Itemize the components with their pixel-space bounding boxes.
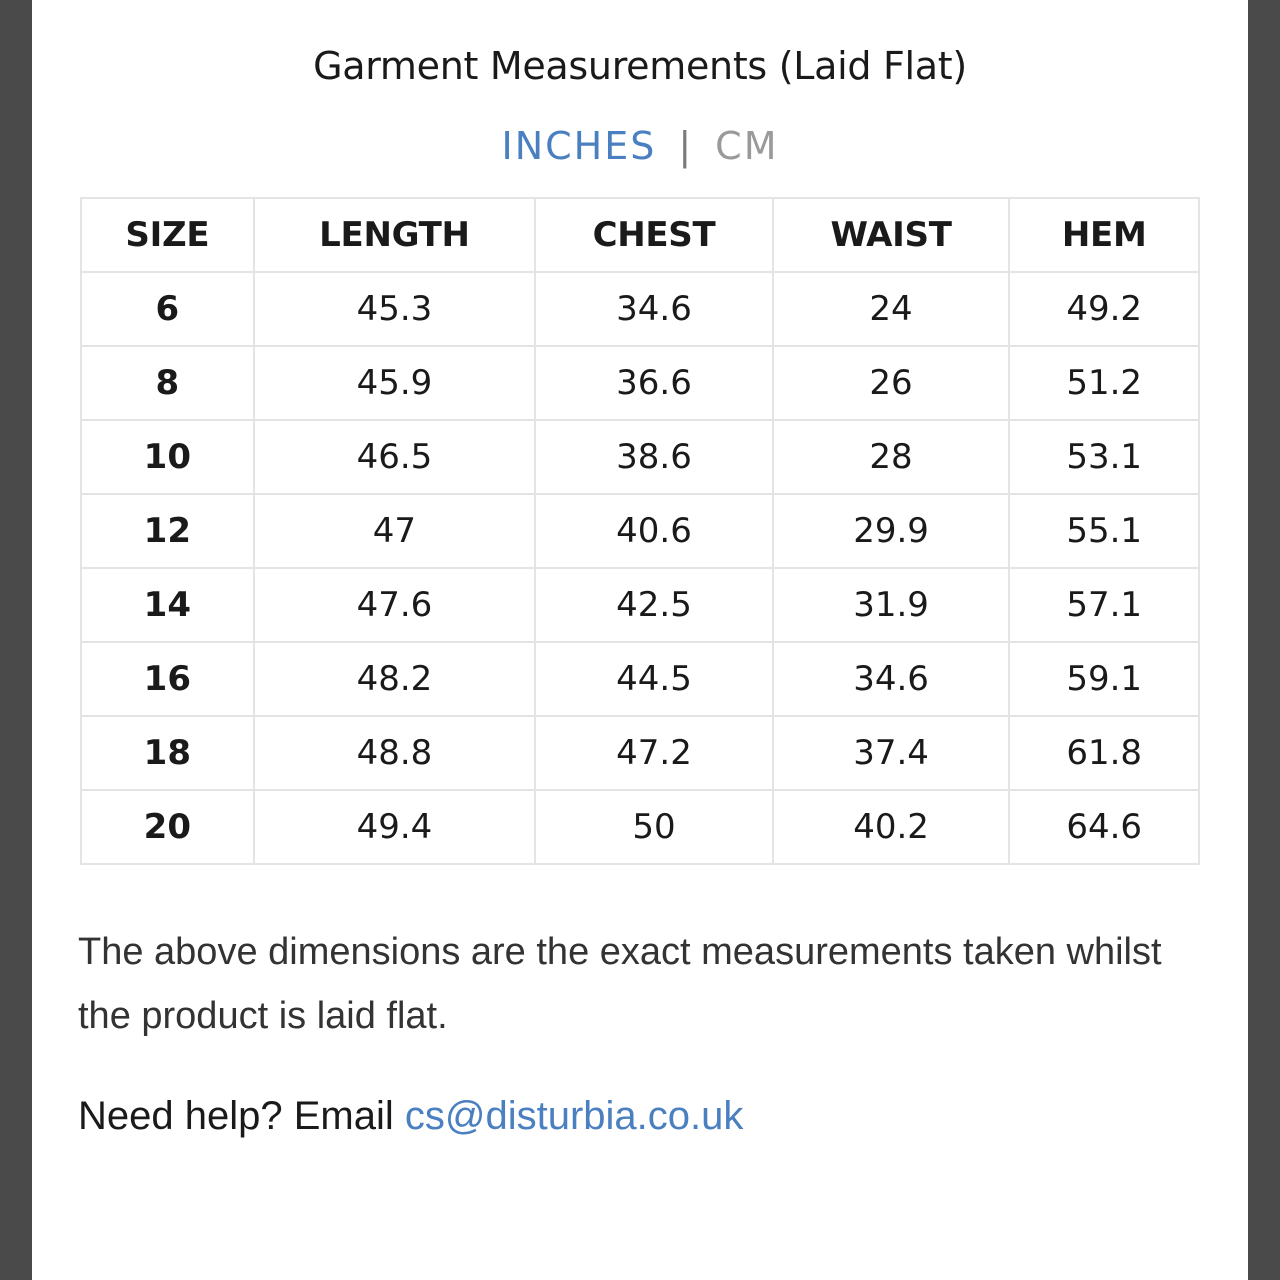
chest-cell: 40.6 bbox=[535, 494, 773, 568]
table-header-row bbox=[81, 198, 1199, 272]
length-cell: 48.8 bbox=[254, 716, 536, 790]
column-header-size: SIZE bbox=[81, 198, 254, 272]
chest-cell: 34.6 bbox=[535, 272, 773, 346]
unit-toggle bbox=[32, 124, 1248, 168]
waist-cell: 40.2 bbox=[773, 790, 1010, 864]
table-row bbox=[81, 642, 1199, 716]
chest-cell: 36.6 bbox=[535, 346, 773, 420]
size-cell: 12 bbox=[81, 494, 254, 568]
size-cell: 18 bbox=[81, 716, 254, 790]
hem-cell: 49.2 bbox=[1009, 272, 1199, 346]
hem-cell: 51.2 bbox=[1009, 346, 1199, 420]
table-row bbox=[81, 420, 1199, 494]
length-cell: 49.4 bbox=[254, 790, 536, 864]
chest-cell: 47.2 bbox=[535, 716, 773, 790]
length-cell: 47 bbox=[254, 494, 536, 568]
length-cell: 45.9 bbox=[254, 346, 536, 420]
size-cell: 16 bbox=[81, 642, 254, 716]
chest-cell: 50 bbox=[535, 790, 773, 864]
table-row bbox=[81, 494, 1199, 568]
waist-cell: 31.9 bbox=[773, 568, 1010, 642]
waist-cell: 29.9 bbox=[773, 494, 1010, 568]
size-cell: 20 bbox=[81, 790, 254, 864]
table-row bbox=[81, 716, 1199, 790]
waist-cell: 26 bbox=[773, 346, 1010, 420]
size-cell: 6 bbox=[81, 272, 254, 346]
hem-cell: 64.6 bbox=[1009, 790, 1199, 864]
length-cell: 46.5 bbox=[254, 420, 536, 494]
unit-separator: | bbox=[678, 124, 694, 168]
length-cell: 45.3 bbox=[254, 272, 536, 346]
length-cell: 47.6 bbox=[254, 568, 536, 642]
column-header-waist: WAIST bbox=[773, 198, 1010, 272]
table-row bbox=[81, 790, 1199, 864]
chest-cell: 42.5 bbox=[535, 568, 773, 642]
hem-cell: 61.8 bbox=[1009, 716, 1199, 790]
unit-cm-tab[interactable]: CM bbox=[715, 124, 779, 168]
help-line bbox=[78, 1094, 1198, 1139]
page-title: Garment Measurements (Laid Flat) bbox=[313, 44, 967, 88]
help-prefix: Need help? Email bbox=[78, 1094, 405, 1138]
waist-cell: 28 bbox=[773, 420, 1010, 494]
waist-cell: 24 bbox=[773, 272, 1010, 346]
measurement-note: The above dimensions are the exact measurements taken whilst the product is laid flat. bbox=[78, 931, 1162, 1037]
size-cell: 8 bbox=[81, 346, 254, 420]
hem-cell: 53.1 bbox=[1009, 420, 1199, 494]
size-cell: 10 bbox=[81, 420, 254, 494]
size-cell: 14 bbox=[81, 568, 254, 642]
table-row bbox=[81, 272, 1199, 346]
column-header-chest: CHEST bbox=[535, 198, 773, 272]
column-header-length: LENGTH bbox=[254, 198, 536, 272]
waist-cell: 34.6 bbox=[773, 642, 1010, 716]
hem-cell: 59.1 bbox=[1009, 642, 1199, 716]
measurements-table bbox=[80, 197, 1200, 865]
table-row bbox=[81, 568, 1199, 642]
chest-cell: 38.6 bbox=[535, 420, 773, 494]
hem-cell: 55.1 bbox=[1009, 494, 1199, 568]
email-link[interactable]: cs@disturbia.co.uk bbox=[404, 1094, 744, 1138]
length-cell: 48.2 bbox=[254, 642, 536, 716]
hem-cell: 57.1 bbox=[1009, 568, 1199, 642]
unit-inches-tab[interactable]: INCHES bbox=[501, 124, 657, 168]
size-guide-panel bbox=[32, 0, 1248, 1280]
column-header-hem: HEM bbox=[1009, 198, 1199, 272]
chest-cell: 44.5 bbox=[535, 642, 773, 716]
waist-cell: 37.4 bbox=[773, 716, 1010, 790]
table-row bbox=[81, 346, 1199, 420]
